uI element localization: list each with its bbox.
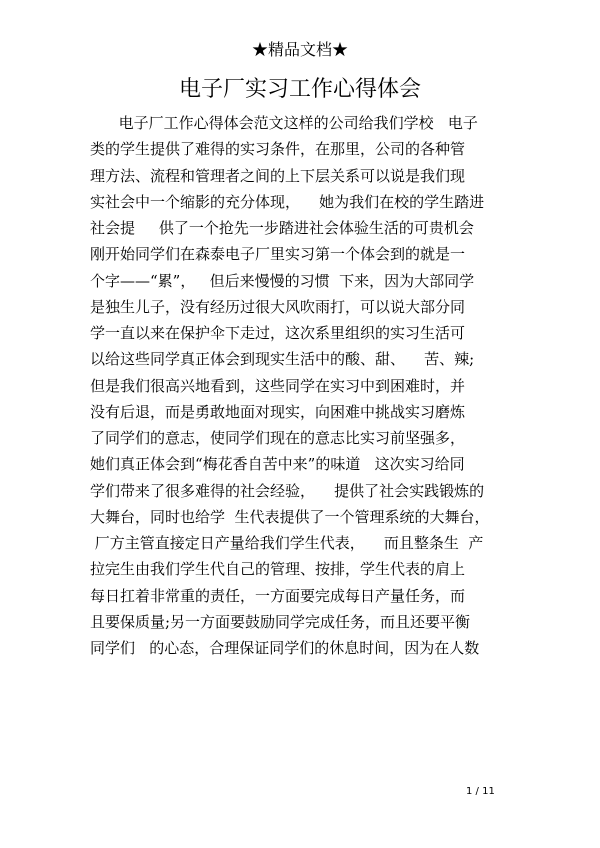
body-line: 且要保质量;另一方面要鼓励同学完成任务，而且还要平衡 xyxy=(90,612,471,631)
document-header: ★精品文档★ xyxy=(251,40,348,59)
body-line: 每日扛着非常重的责任，一方面要完成每日产量任务，而 xyxy=(90,586,466,605)
body-line: 学们带来了很多难得的社会经验， 提供了社会实践锻炼的 xyxy=(90,481,485,500)
document-title: 电子厂实习工作心得体会 xyxy=(178,77,421,102)
body-line: 没有后退，而是勇敢地面对现实，向困难中挑战实习磨炼 xyxy=(90,402,466,421)
body-line: 了同学们的意志，使同学们现在的意志比实习前坚强多， xyxy=(90,429,466,447)
body-line: 同学们 的心态，合理保证同学们的休息时间，因为在人数 xyxy=(90,639,480,657)
body-line: 是独生儿子，没有经历过很大风吹雨打，可以说大部分同 xyxy=(90,297,466,316)
body-line: 理方法、流程和管理者之间的上下层关系可以说是我们现 xyxy=(90,166,466,185)
body-line: 实社会中一个缩影的充分体现， 她为我们在校的学生踏进 xyxy=(90,192,485,211)
body-line: 刚开始同学们在森泰电子厂里实习第一个体会到的就是一 xyxy=(90,245,466,264)
body-line: 拉完生由我们学生代自己的管理、按排，学生代表的肩上 xyxy=(90,560,466,579)
body-line: 学一直以来在保护伞下走过，这次系里组织的实习生活可 xyxy=(90,324,466,342)
body-line: 个字——“累”， 但后来慢慢的习惯 下来，因为大部同学 xyxy=(90,271,475,290)
body-line: 社会提 供了一个抢先一步踏进社会体验生活的可贵机会 xyxy=(90,219,474,237)
body-line: 她们真正体会到“梅花香自苦中来”的味道 这次实习给同 xyxy=(90,455,465,474)
body-line: 电子厂工作心得体会范文这样的公司给我们学校 电子 xyxy=(90,114,478,132)
body-line: 以给这些同学真正体会到现实生活中的酸、甜、 苦、辣; xyxy=(90,350,475,369)
document-body xyxy=(90,110,520,661)
body-line: 大舞台，同时也给学 生代表提供了一个管理系统的大舞台， xyxy=(90,507,490,526)
body-line: 厂方主管直接定日产量给我们学生代表， 而且整条生 产 xyxy=(90,534,484,552)
body-line: 类的学生提供了难得的实习条件，在那里，公司的各种管 xyxy=(90,140,466,159)
page-number: 1 / 11 xyxy=(466,786,495,797)
body-line: 但是我们很高兴地看到，这些同学在实习中到困难时，并 xyxy=(90,376,466,395)
